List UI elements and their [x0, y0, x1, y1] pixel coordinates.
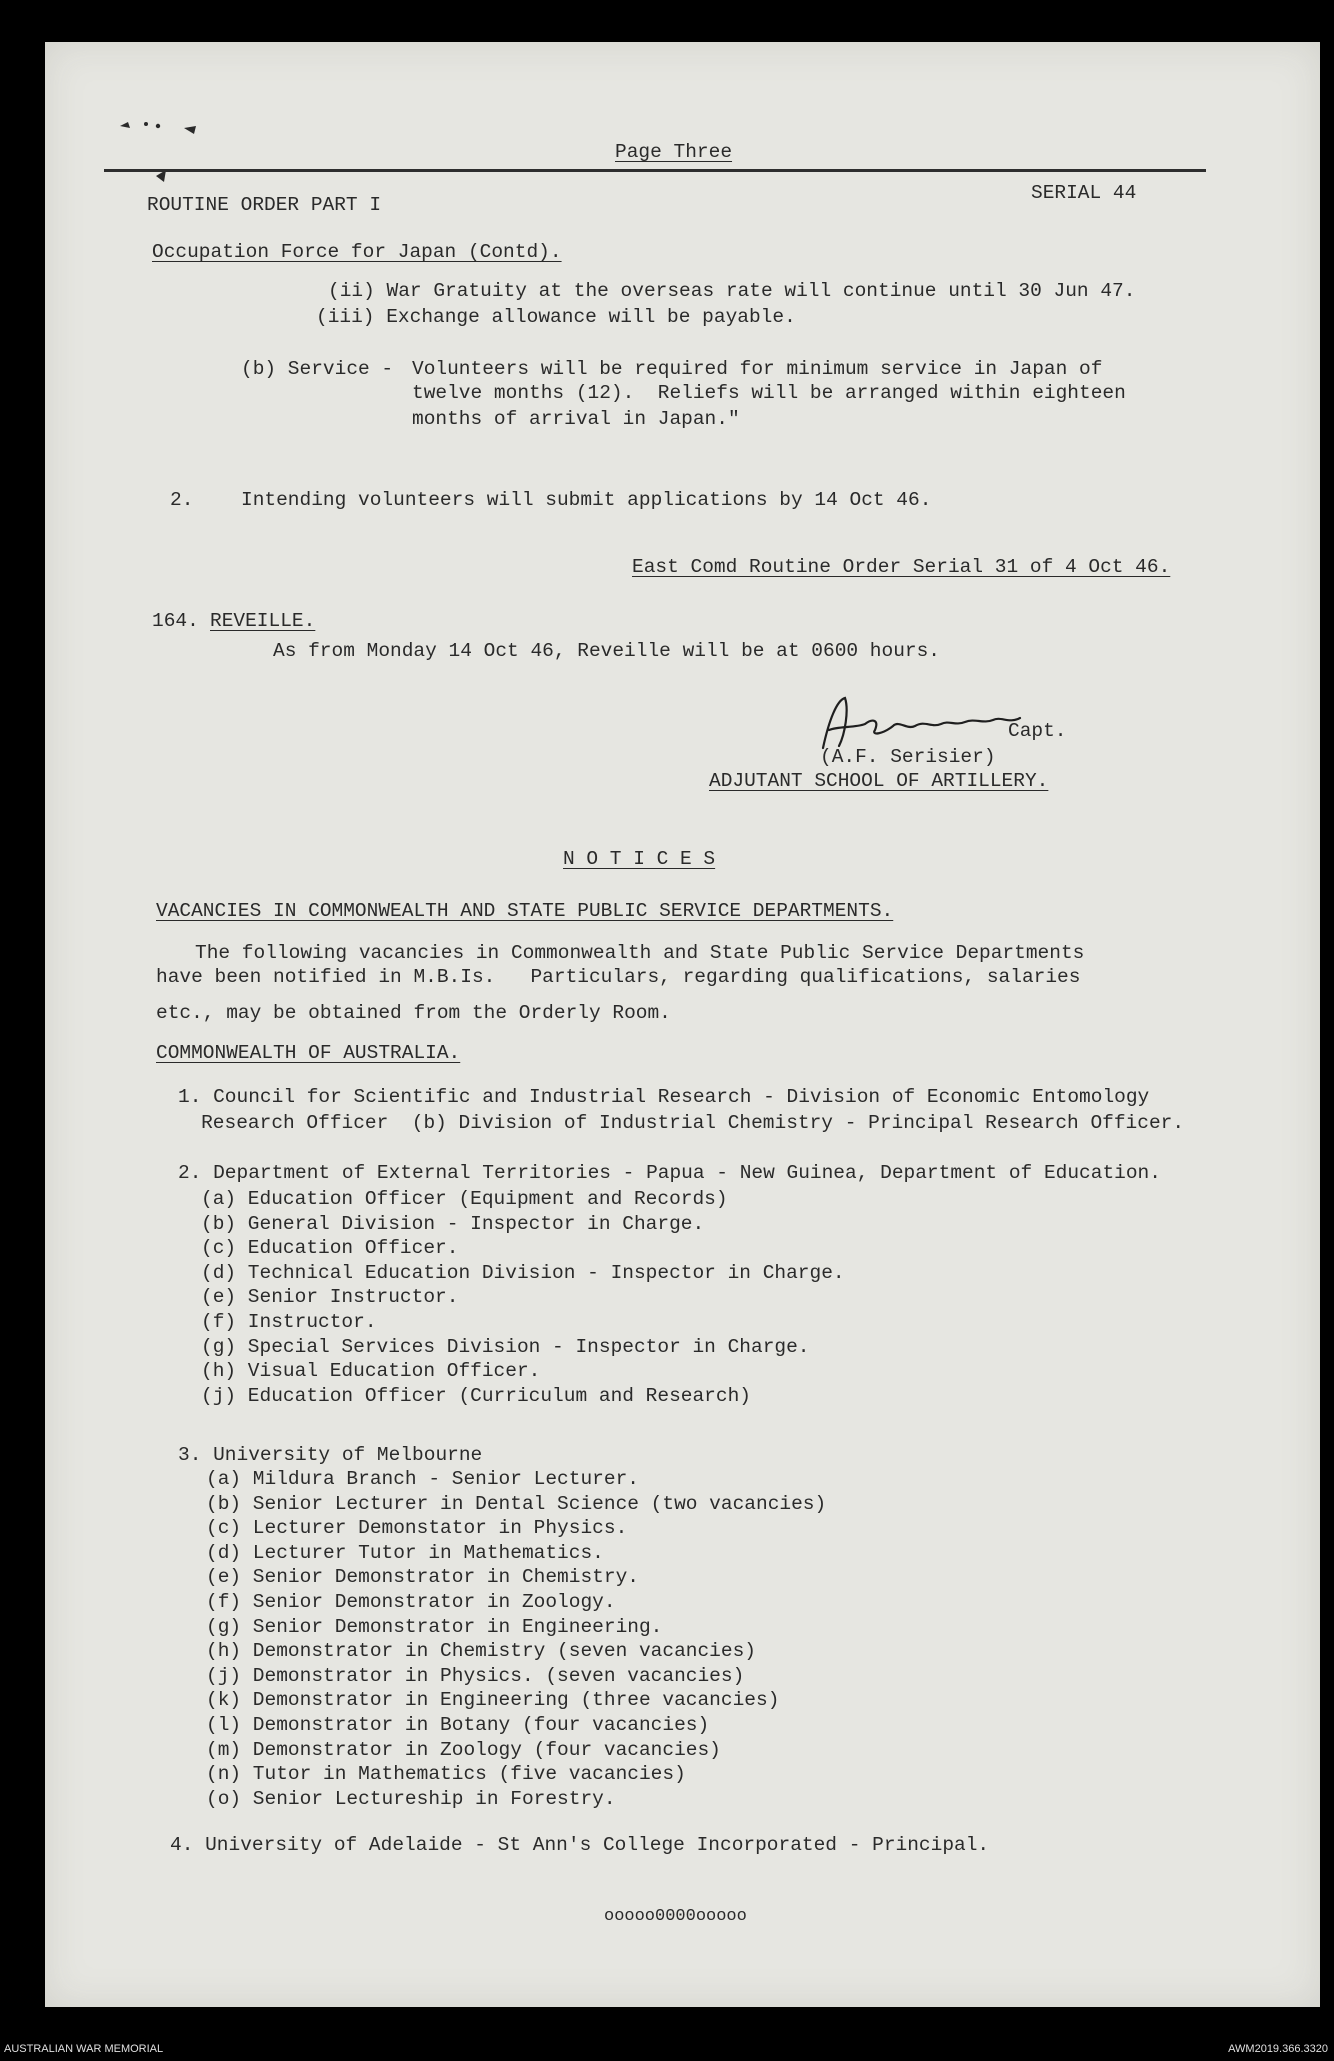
item-1-line-1: 1. Council for Scientific and Industrial Research - Division of Economic Entomology: [178, 1086, 1150, 1108]
clause-iii: (iii) Exchange allowance will be payable.: [316, 306, 796, 328]
end-mark: ooooo0000ooooo: [604, 1907, 747, 1926]
section-heading: Occupation Force for Japan (Contd).: [152, 241, 562, 263]
list-item: (j) Demonstrator in Physics. (seven vacancies): [206, 1664, 745, 1687]
list-item: (o) Senior Lectureship in Forestry.: [206, 1787, 616, 1810]
item-3-title: 3. University of Melbourne: [178, 1444, 483, 1466]
reveille-text: As from Monday 14 Oct 46, Reveille will be at 0600 hours.: [273, 640, 941, 662]
list-item: (h) Demonstrator in Chemistry (seven vacancies): [206, 1640, 756, 1663]
footer-credit: AUSTRALIAN WAR MEMORIAL: [4, 2043, 164, 2055]
intro-line-3: etc., may be obtained from the Orderly Room.: [156, 1002, 671, 1024]
list-item: (a) Education Officer (Equipment and Records): [201, 1188, 728, 1210]
signatory-name: (A.F. Serisier): [820, 746, 996, 768]
list-item: (h) Visual Education Officer.: [201, 1360, 541, 1383]
notices-heading: N O T I C E S: [563, 848, 716, 870]
list-item: (g) Special Services Division - Inspector in Charge.: [201, 1335, 810, 1358]
intro-line-1: The following vacancies in Commonwealth and State Public Service Departments: [195, 942, 1085, 964]
page-label: Page Three: [615, 141, 733, 163]
list-item: (l) Demonstrator in Botany (four vacancies): [206, 1714, 710, 1736]
list-item: (f) Instructor.: [201, 1311, 377, 1333]
item-4: 4. University of Adelaide - St Ann's College Incorporated - Principal.: [170, 1834, 990, 1856]
vacancies-heading: VACANCIES IN COMMONWEALTH AND STATE PUBLIC SERVICE DEPARTMENTS.: [156, 900, 894, 922]
source-reference: East Comd Routine Order Serial 31 of 4 Oct 46.: [632, 556, 1171, 578]
service-line-1: Volunteers will be required for minimum service in Japan of: [412, 358, 1103, 380]
list-item: (c) Education Officer.: [201, 1237, 459, 1260]
list-item: (b) Senior Lecturer in Dental Science (two vacancies): [206, 1492, 827, 1515]
signatory-rank: Capt.: [1008, 720, 1067, 742]
list-item: (m) Demonstrator in Zoology (four vacancies): [206, 1738, 721, 1761]
signatory-title: ADJUTANT SCHOOL OF ARTILLERY.: [709, 770, 1049, 792]
para-2-text: Intending volunteers will submit applications by 14 Oct 46.: [241, 489, 932, 511]
list-item: (k) Demonstrator in Engineering (three vacancies): [206, 1689, 780, 1712]
item-1-line-2: Research Officer (b) Division of Industrial Chemistry - Principal Research Officer.: [166, 1112, 1185, 1134]
para-2-number: 2.: [170, 489, 194, 511]
item-number-164: 164.: [152, 610, 199, 632]
list-item: (d) Technical Education Division - Inspector in Charge.: [201, 1261, 845, 1284]
list-item: (e) Senior Instructor.: [201, 1286, 459, 1309]
list-item: (j) Education Officer (Curriculum and Research): [201, 1384, 751, 1407]
service-line-2: twelve months (12). Reliefs will be arranged within eighteen: [412, 382, 1126, 404]
list-item: (c) Lecturer Demonstator in Physics.: [206, 1517, 628, 1540]
commonwealth-heading: COMMONWEALTH OF AUSTRALIA.: [156, 1042, 461, 1064]
list-item: (e) Senior Demonstrator in Chemistry.: [206, 1566, 639, 1589]
service-label: (b) Service -: [241, 358, 394, 380]
paper-damage-marks: [118, 118, 208, 188]
list-item: (g) Senior Demonstrator in Engineering.: [206, 1615, 663, 1638]
reveille-heading: REVEILLE.: [210, 610, 316, 632]
header-rule: [104, 169, 1206, 172]
intro-line-2: have been notified in M.B.Is. Particulars, regarding qualifications, salaries: [156, 966, 1081, 988]
service-line-3: months of arrival in Japan.": [412, 408, 740, 430]
serial-number: SERIAL 44: [1031, 182, 1137, 204]
clause-ii: (ii) War Gratuity at the overseas rate will continue until 30 Jun 47.: [328, 280, 1136, 302]
document-page: [45, 42, 1320, 2007]
list-item: (a) Mildura Branch - Senior Lecturer.: [206, 1468, 639, 1490]
list-item: (b) General Division - Inspector in Charge.: [201, 1212, 705, 1235]
list-item: (n) Tutor in Mathematics (five vacancies): [206, 1763, 686, 1786]
list-item: (f) Senior Demonstrator in Zoology.: [206, 1591, 616, 1613]
item-2-title: 2. Department of External Territories - Papua - New Guinea, Department of Education.: [178, 1162, 1161, 1184]
footer-accession-number: AWM2019.366.3320: [1228, 2043, 1328, 2055]
order-title: ROUTINE ORDER PART I: [147, 194, 382, 216]
list-item: (d) Lecturer Tutor in Mathematics.: [206, 1541, 604, 1564]
